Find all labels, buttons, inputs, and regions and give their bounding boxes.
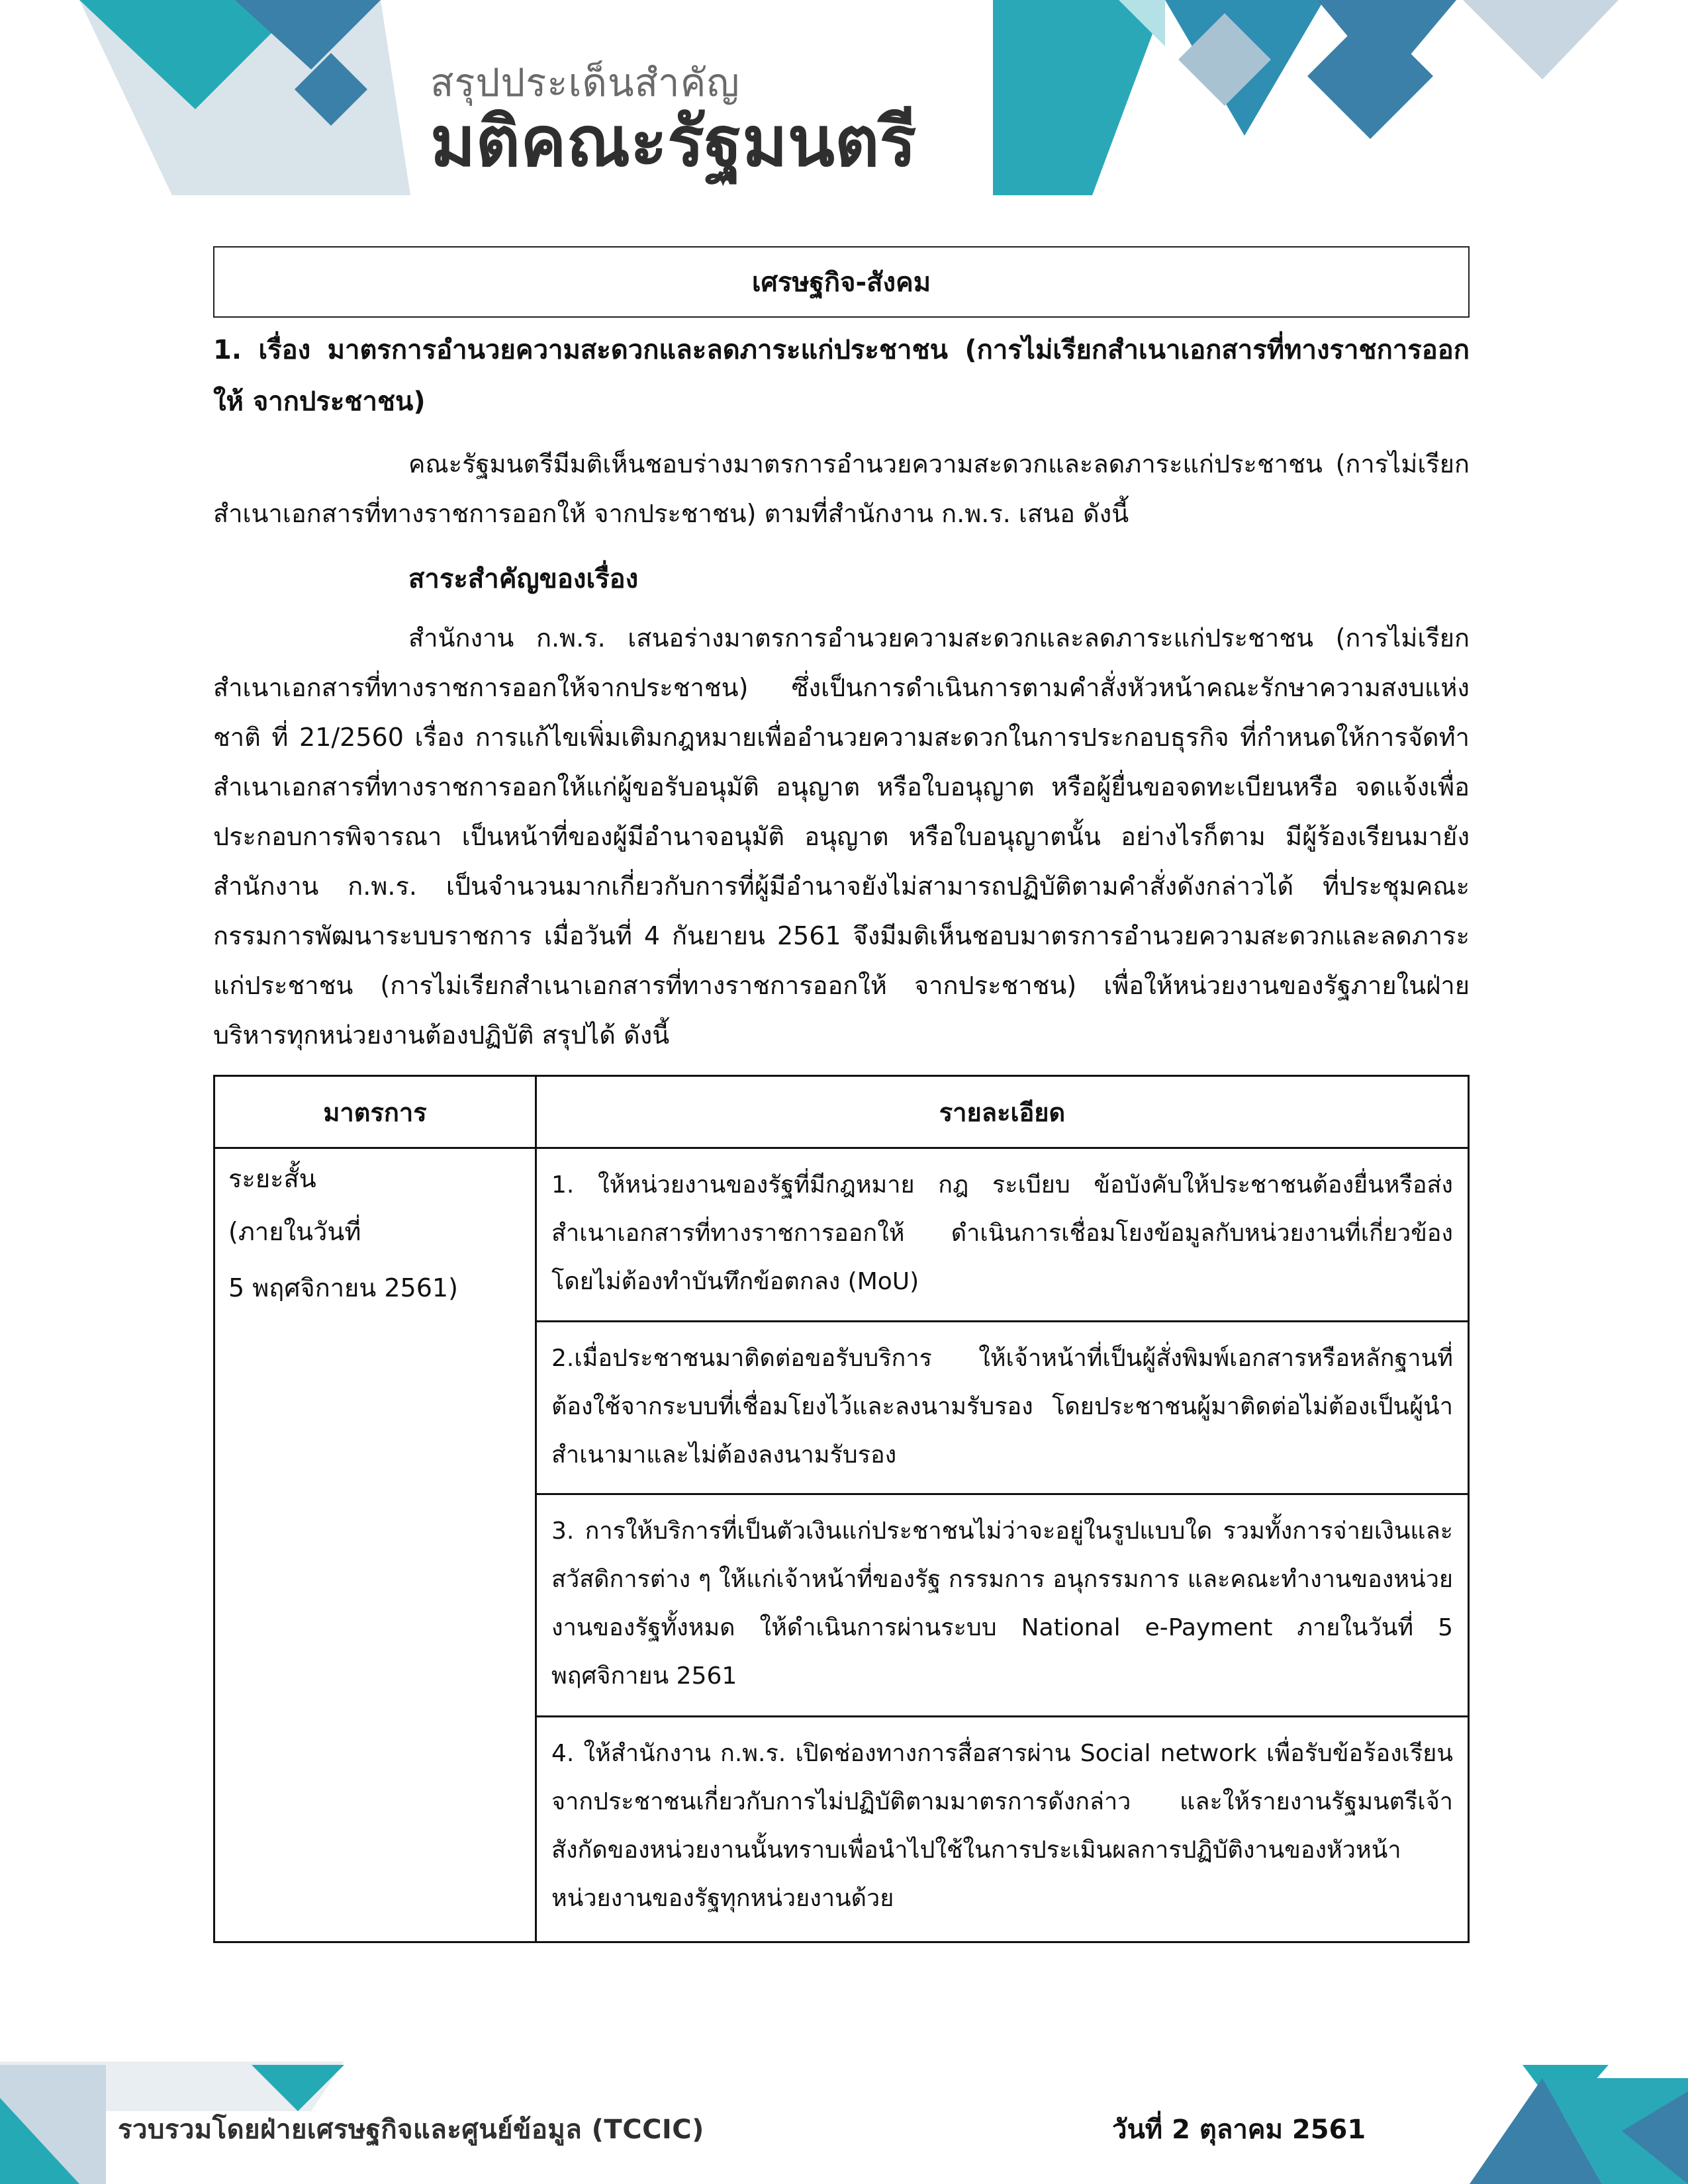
- footer-compiled-by: รวบรวมโดยฝ่ายเศรษฐกิจและศูนย์ข้อมูล (TCCIC): [118, 2115, 704, 2145]
- detail-item-4: 4. ให้สำนักงาน ก.พ.ร. เปิดช่องทางการสื่อสารผ่าน Social network เพื่อรับข้อร้องเรียนจากประชาชนเกี่ยวกับการไม่ปฏิบัติตามมาตรการดังกล่าว และให้รายงานรัฐมนตรีเจ้าสังกัดของหน่วยงานนั้นทราบเพื่อนำไปใช้ในการประเมินผลการปฏิบัติงานของหัวหน้าหน่วยงานของรัฐทุกหน่วยงานด้วย: [551, 1740, 1453, 1912]
- header-title: มติคณะรัฐมนตรี: [430, 101, 917, 182]
- measures-table: [213, 1075, 1470, 1943]
- topic-title: 1. เรื่อง มาตรการอำนวยความสะดวกและลดภาระแก่ประชาชน (การไม่เรียกสำเนาเอกสารที่ทางราชการออกให้ จากประชาชน): [213, 335, 1470, 417]
- detail-item-1: 1. ให้หน่วยงานของรัฐที่มีกฎหมาย กฎ ระเบียบ ข้อบังคับให้ประชาชนต้องยื่นหรือส่งสำเนาเอกสารที่ทางราชการออกให้ ดำเนินการเชื่อมโยงข้อมูลกับหน่วยงานที่เกี่ยวข้องโดยไม่ต้องทำบันทึกข้อตกลง (MoU): [537, 1149, 1468, 1322]
- term-deadline-prefix: (ภายในวันที่: [228, 1217, 361, 1246]
- summary-paragraph: สำนักงาน ก.พ.ร. เสนอร่างมาตรการอำนวยความสะดวกและลดภาระแก่ประชาชน (การไม่เรียกสำเนาเอกสารที่ทางราชการออกให้จากประชาชน) ซึ่งเป็นการดำเนินการตามคำสั่งหัวหน้าคณะรักษาความสงบแห่งชาติ ที่ 21/2560 เรื่อง การแก้ไขเพิ่มเติมกฎหมายเพื่ออำนวยความสะดวกในการประกอบธุรกิจ ที่กำหนดให้การจัดทำสำเนาเอกสารที่ทางราชการออกให้แก่ผู้ขอรับอนุมัติ อนุญาต หรือใบอนุญาต หรือผู้ยื่นขอจดทะเบียนหรือ จดแจ้งเพื่อประกอบการพิจารณา เป็นหน้าที่ของผู้มีอำนาจอนุมัติ อนุญาต หรือใบอนุญาตนั้น อย่างไรก็ตาม มีผู้ร้องเรียนมายังสำนักงาน ก.พ.ร. เป็นจำนวนมากเกี่ยวกับการที่ผู้มีอำนาจยังไม่สามารถปฏิบัติตามคำสั่งดังกล่าวได้ ที่ประชุมคณะกรรมการพัฒนาระบบราชการ เมื่อวันที่ 4 กันยายน 2561 จึงมีมติเห็นชอบมาตรการอำนวยความสะดวกและลดภาระแก่ประชาชน (การไม่เรียกสำเนาเอกสารที่ทางราชการออกให้ จากประชาชน) เพื่อให้หน่วยงานของรัฐภายในฝ่ายบริหารทุกหน่วยงานต้องปฏิบัติ สรุปได้ ดังนี้: [213, 623, 1470, 1050]
- table-header-measure: มาตรการ: [214, 1076, 536, 1148]
- document-body: [213, 246, 1470, 1943]
- term-deadline-date: 5 พฤศจิกายน 2561): [228, 1273, 458, 1302]
- term-label: ระยะสั้น: [228, 1164, 316, 1193]
- summary-heading: สาระสำคัญของเรื่อง: [408, 564, 639, 594]
- intro-paragraph: คณะรัฐมนตรีมีมติเห็นชอบร่างมาตรการอำนวยความสะดวกและลดภาระแก่ประชาชน (การไม่เรียกสำเนาเอกสารที่ทางราชการออกให้ จากประชาชน) ตามที่สำนักงาน ก.พ.ร. เสนอ ดังนี้: [213, 449, 1470, 528]
- table-row: [214, 1148, 1469, 1942]
- section-heading: เศรษฐกิจ-สังคม: [213, 246, 1470, 318]
- term-cell: [214, 1148, 536, 1942]
- header-title-block: [430, 60, 916, 181]
- detail-item-2: 2.เมื่อประชาชนมาติดต่อขอรับบริการ ให้เจ้าหน้าที่เป็นผู้สั่งพิมพ์เอกสารหรือหลักฐานที่ต้องใช้จากระบบที่เชื่อมโยงไว้และลงนามรับรอง โดยประชาชนผู้มาติดต่อไม่ต้องเป็นผู้นำสำเนามาและไม่ต้องลงนามรับรอง: [537, 1322, 1468, 1495]
- detail-item-3: 3. การให้บริการที่เป็นตัวเงินแก่ประชาชนไม่ว่าจะอยู่ในรูปแบบใด รวมทั้งการจ่ายเงินและสวัสดิการต่าง ๆ ให้แก่เจ้าหน้าที่ของรัฐ กรรมการ อนุกรรมการ และคณะทำงานของหน่วยงานของรัฐทั้งหมด ให้ดำเนินการผ่านระบบ National e-Payment ภายในวันที่ 5 พฤศจิกายน 2561: [537, 1495, 1468, 1717]
- header-subtitle: สรุปประเด็นสำคัญ: [430, 60, 740, 105]
- table-header-detail: รายละเอียด: [536, 1076, 1469, 1148]
- footer-date: วันที่ 2 ตุลาคม 2561: [1112, 2115, 1366, 2145]
- details-cell: [536, 1148, 1469, 1942]
